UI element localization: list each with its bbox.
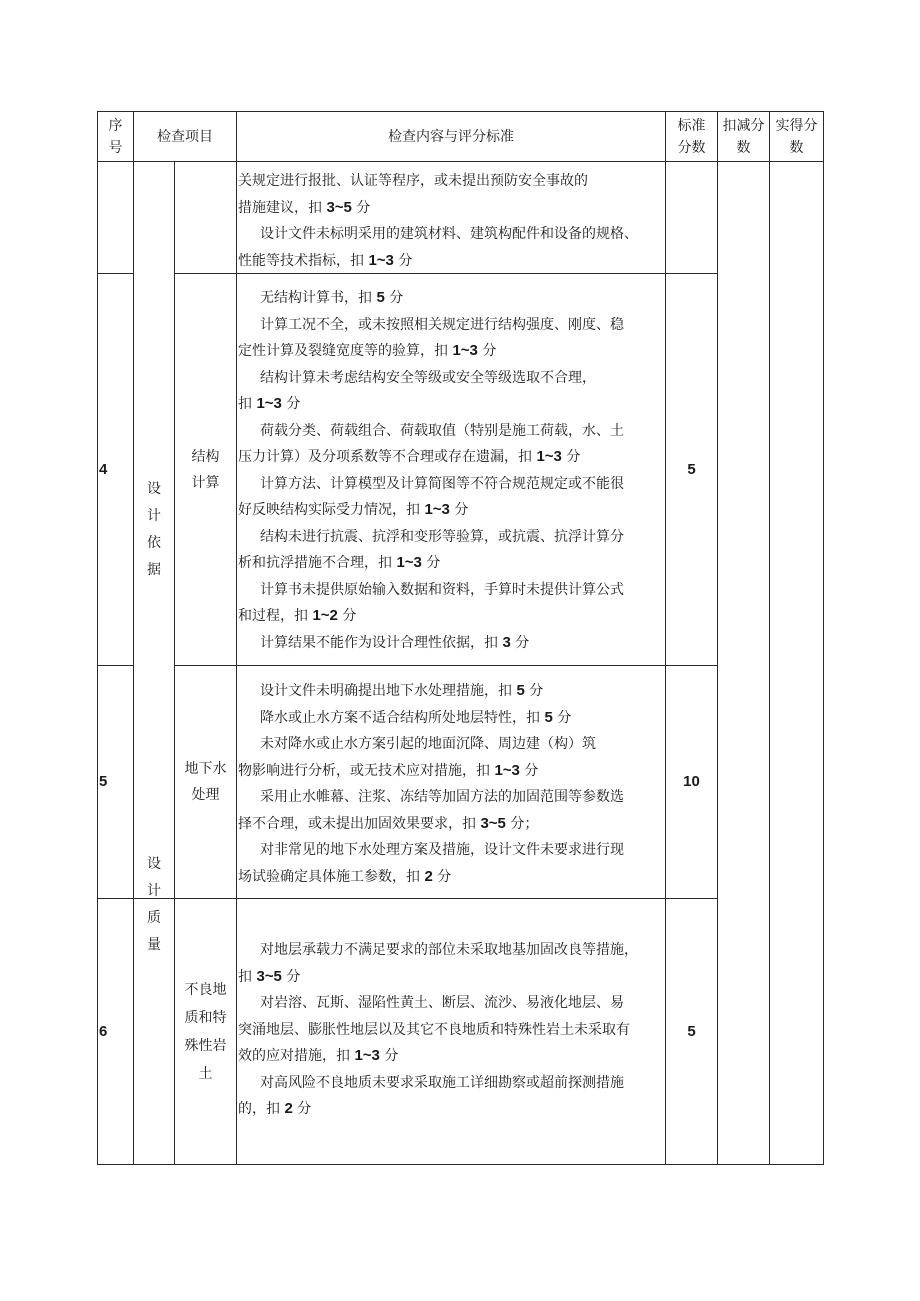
criteria-line: [238, 471, 624, 498]
header-deduction-line: 数: [736, 139, 751, 156]
criteria-line: [238, 391, 624, 418]
criteria-text: 计算方法、计算模型及计算简图等不符合规范规定或不能很: [260, 475, 624, 492]
criteria-line: [238, 221, 638, 248]
deduction-points: 1~3: [452, 342, 478, 359]
header-deduction: [718, 112, 769, 161]
header-seq-line: 序: [108, 117, 123, 134]
header-actual-line: 实得分: [775, 117, 818, 134]
criteria-line: [238, 837, 624, 864]
criteria-line: [238, 630, 624, 657]
criteria-line: [238, 365, 624, 392]
subitem-groundwater: [175, 666, 236, 898]
criteria-text-adverse-geology: [238, 937, 638, 1123]
criteria-line: [238, 937, 638, 964]
standard-score-4: 5: [687, 460, 696, 478]
header-seq: [98, 112, 133, 161]
criteria-text-structural-calc: [238, 285, 624, 656]
criteria-text: 分: [351, 199, 371, 216]
deduction-points: 1~2: [312, 607, 338, 624]
row-seq-4: 4: [99, 460, 108, 478]
group-label-char: 据: [147, 561, 161, 578]
header-content: 检查内容与评分标准: [388, 128, 514, 145]
criteria-text: 措施建议，扣: [238, 199, 327, 216]
row-seq-6: 6: [99, 1022, 108, 1040]
criteria-line: [238, 731, 624, 758]
group-design-quality: [134, 820, 174, 990]
deduction-points: 3~5: [480, 814, 506, 832]
deduction-points: 1~3: [396, 554, 422, 571]
criteria-text: 分: [510, 634, 530, 651]
criteria-line: [238, 990, 638, 1017]
criteria-line: [238, 338, 624, 365]
criteria-text: 计算结果不能作为设计合理性依据，扣: [260, 634, 503, 651]
row-seq-5: 5: [99, 773, 108, 790]
standard-score-6: 5: [687, 1022, 696, 1040]
criteria-text: 分: [519, 762, 539, 779]
criteria-text: 突涌地层、膨胀性地层以及其它不良地质和特殊性岩土未采取有: [238, 1021, 630, 1038]
deduction-points: 5: [544, 708, 553, 726]
deduction-points: 1~3: [354, 1047, 380, 1064]
criteria-line: [238, 1070, 638, 1097]
deduction-points: 1~3: [368, 251, 394, 269]
criteria-text: 设计文件未明确提出地下水处理措施，扣: [260, 683, 517, 699]
group-design-basis: [134, 162, 174, 897]
criteria-line: [238, 312, 624, 339]
criteria-line: [238, 964, 638, 991]
deduction-points: 5: [376, 289, 385, 306]
criteria-text: 分: [552, 709, 572, 726]
header-divider: [97, 161, 823, 162]
subitem-line: 计算: [191, 474, 220, 491]
criteria-text-groundwater: [238, 678, 624, 890]
header-deduction-line: 扣减分: [722, 117, 765, 134]
criteria-text: 设计文件未标明采用的建筑材料、建筑构配件和设备的规格、: [260, 226, 638, 242]
criteria-text: 结构计算未考虑结构安全等级或安全等级选取不合理，: [260, 369, 596, 386]
group-label-char: 设: [147, 856, 161, 872]
criteria-text: 扣: [238, 396, 257, 412]
deduction-points: 2: [284, 1100, 293, 1117]
criteria-text: 定性计算及裂缝宽度等的验算，扣: [238, 343, 453, 359]
criteria-text: 分: [393, 252, 413, 269]
row-divider: [174, 665, 717, 666]
criteria-line: [238, 195, 638, 222]
criteria-text: 计算工况不全，或未按照相关规定进行结构强度、刚度、稳: [260, 316, 624, 333]
criteria-text: 分: [379, 1048, 399, 1064]
criteria-text: 的，扣: [238, 1101, 285, 1117]
group-label-char: 设: [147, 480, 161, 497]
column-divider: [717, 111, 718, 1165]
criteria-text: 结构未进行抗震、抗浮和变形等验算，或抗震、抗浮计算分: [260, 528, 624, 545]
deduction-points: 3: [502, 633, 511, 651]
criteria-text: 分: [281, 396, 301, 412]
criteria-line: [238, 705, 624, 732]
column-divider: [236, 111, 237, 1165]
header-standard-line: 标准: [677, 117, 706, 134]
subitem-line: 土: [198, 1065, 213, 1082]
criteria-line: [238, 577, 624, 604]
criteria-line: [238, 248, 638, 275]
criteria-text: 分: [421, 555, 441, 571]
criteria-line: [238, 603, 624, 630]
criteria-text: 未对降水或止水方案引起的地面沉降、周边建（构）筑: [260, 736, 596, 752]
criteria-text: 荷载分类、荷载组合、荷载取值（特别是施工荷载，水、土: [260, 422, 624, 439]
subitem-structural-calc: [175, 274, 236, 665]
deduction-points: 3~5: [256, 967, 282, 985]
criteria-text: 好反映结构实际受力情况，扣: [238, 502, 425, 518]
criteria-text: 分: [281, 968, 301, 985]
criteria-line: [238, 285, 624, 312]
group-label-char: 计: [147, 883, 161, 899]
criteria-line: [238, 1096, 638, 1123]
criteria-text: 分: [337, 608, 357, 624]
criteria-text: 降水或止水方案不适合结构所处地层特性，扣: [260, 709, 545, 726]
criteria-line: [238, 1043, 638, 1070]
criteria-text: 计算书未提供原始输入数据和资料，手算时未提供计算公式: [260, 581, 624, 598]
subitem-line: 殊性岩: [184, 1037, 227, 1054]
header-standard-score: [666, 112, 717, 161]
criteria-line: [238, 418, 624, 445]
subitem-line: 地下水: [184, 761, 227, 777]
criteria-text: 对岩溶、瓦斯、湿陷性黄土、断层、流沙、易液化地层、易: [260, 995, 624, 1011]
table-border-bottom: [97, 1164, 823, 1165]
subitem-line: 质和特: [184, 1009, 227, 1026]
criteria-text: 压力计算）及分项系数等不合理或存在遗漏，扣: [238, 449, 537, 465]
header-actual-line: 数: [789, 139, 804, 156]
criteria-text: 对高风险不良地质未要求采取施工详细勘察或超前探测措施: [260, 1074, 624, 1091]
column-divider: [769, 111, 770, 1165]
criteria-text: 分: [524, 683, 544, 699]
deduction-points: 2: [424, 867, 433, 885]
criteria-text: 分: [477, 343, 497, 359]
deduction-points: 1~3: [256, 395, 282, 412]
criteria-line: [238, 1017, 638, 1044]
criteria-text: 物影响进行分析，或无技术应对措施，扣: [238, 762, 495, 779]
group-label-char: 质: [147, 910, 161, 926]
group-label-char: 依: [147, 534, 161, 551]
criteria-line: [238, 497, 624, 524]
header-item: 检查项目: [157, 128, 213, 145]
criteria-text: 关规定进行报批、认证等程序，或未提出预防安全事故的: [238, 173, 588, 189]
criteria-line: [238, 678, 624, 705]
deduction-points: 1~3: [424, 501, 450, 518]
criteria-line: [238, 524, 624, 551]
criteria-text: 分；: [505, 815, 539, 832]
header-seq-line: 号: [108, 139, 123, 156]
criteria-line: [238, 168, 638, 195]
criteria-line: [238, 784, 624, 811]
criteria-text: 分: [292, 1101, 312, 1117]
criteria-line: [238, 758, 624, 785]
criteria-text: 分: [384, 290, 404, 306]
criteria-text: 无结构计算书，扣: [260, 290, 377, 306]
criteria-text: 扣: [238, 968, 257, 985]
criteria-text: 效的应对措施，扣: [238, 1048, 355, 1064]
group-label-char: 量: [147, 937, 161, 953]
criteria-line: [238, 444, 624, 471]
criteria-text: 采用止水帷幕、注浆、冻结等加固方法的加固范围等参数选: [260, 789, 624, 805]
criteria-text: 对非常见的地下水处理方案及措施，设计文件未要求进行现: [260, 842, 624, 858]
criteria-text: 性能等技术指标，扣: [238, 252, 369, 269]
subitem-line: 处理: [191, 787, 220, 803]
criteria-line: [238, 550, 624, 577]
table-border-right: [823, 111, 824, 1165]
subitem-adverse-geology: [175, 899, 236, 1164]
criteria-text: 分: [449, 502, 469, 518]
header-standard-line: 分数: [677, 139, 706, 156]
deduction-points: 5: [516, 682, 525, 699]
criteria-text: 对地层承载力不满足要求的部位未采取地基加固改良等措施，: [260, 942, 638, 958]
criteria-text-continued: [238, 168, 638, 274]
criteria-text: 择不合理，或未提出加固效果要求，扣: [238, 815, 481, 832]
criteria-text: 析和抗浮措施不合理，扣: [238, 555, 397, 571]
deduction-points: 1~3: [494, 761, 520, 779]
criteria-text: 场试验确定具体施工参数，扣: [238, 868, 425, 885]
subitem-line: 结构: [191, 448, 220, 465]
subitem-line: 不良地: [184, 981, 227, 998]
criteria-line: [238, 811, 624, 838]
criteria-text: 分: [561, 449, 581, 465]
criteria-line: [238, 864, 624, 891]
header-actual-score: [770, 112, 823, 161]
criteria-text: 和过程，扣: [238, 608, 313, 624]
criteria-text: 分: [432, 868, 452, 885]
standard-score-5: 10: [683, 773, 700, 790]
group-label-char: 计: [147, 507, 161, 524]
deduction-points: 3~5: [326, 198, 352, 216]
deduction-points: 1~3: [536, 448, 562, 465]
